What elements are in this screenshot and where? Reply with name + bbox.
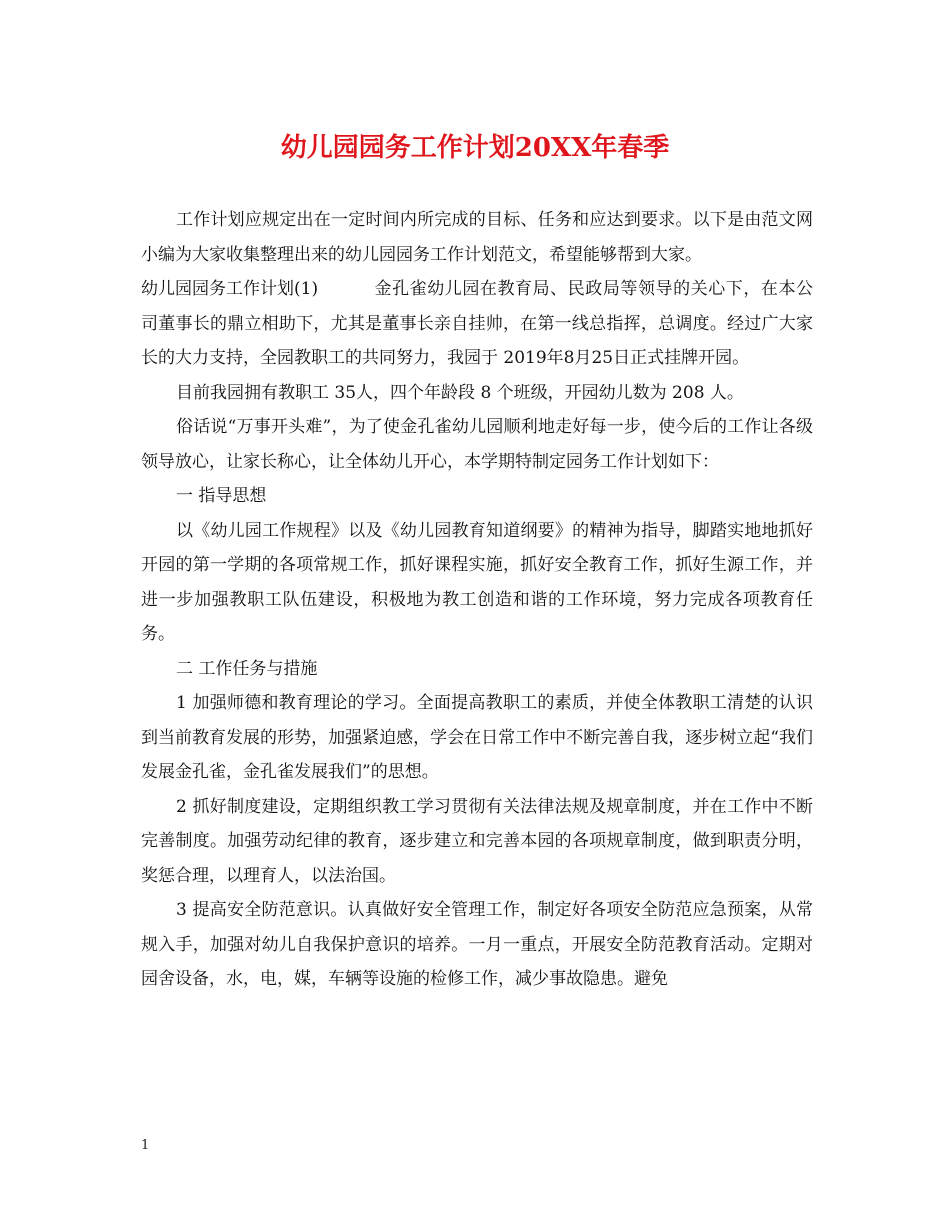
section-two-heading: 二 工作任务与措施: [176, 658, 318, 679]
task-item-1: 1 加强师德和教育理论的学习。全面提高教职工的素质，并使全体教职工清楚的认识到当前教育发展的形势，加强紧迫感，学会在日常工作中不断完善自我，逐步树立起“我们发展金孔雀，金孔雀发展我们”的思想。: [141, 693, 813, 782]
page-number: 1: [141, 1138, 150, 1153]
intro-paragraph: 工作计划应规定出在一定时间内所完成的目标、任务和应达到要求。以下是由范文网小编为大家收集整理出来的幼儿园园务工作计划范文，希望能够帮到大家。: [141, 210, 813, 265]
task-item-3: 3 提高安全防范意识。认真做好安全管理工作，制定好各项安全防范应急预案，从常规入手，加强对幼儿自我保护意识的培养。一月一重点，开展安全防范教育活动。定期对园舍设备，水，电，媒，车辆等设施的检修工作，减少事故隐患。避免: [141, 900, 813, 989]
plan-heading: 幼儿园园务工作计划(1): [141, 279, 319, 299]
document-title: 幼儿园园务工作计划20XX年春季: [280, 133, 670, 163]
plan-paragraph: [141, 272, 813, 376]
section-one-text: 以《幼儿园工作规程》以及《幼儿园教育知道纲要》的精神为指导，脚踏实地地抓好开园的第一学期的各项常规工作，抓好课程实施，抓好安全教育工作，抓好生源工作，并进一步加强教职工队伍建设，积极地为教工创造和谐的工作环境，努力完成各项教育任务。: [141, 520, 813, 644]
plan-first-paragraph: 金孔雀幼儿园在教育局、民政局等领导的关心下，在本公司董事长的鼎立相助下，尤其是董事长亲自挂帅，在第一线总指挥，总调度。经过广大家长的大力支持，全园教职工的共同努力，我园于 2019年8月25日正式挂牌开园。: [141, 279, 813, 368]
document-body: [141, 203, 813, 997]
staff-paragraph: 目前我园拥有教职工 35人，四个年龄段 8 个班级，开园幼儿数为 208 人。: [176, 382, 744, 403]
task-item-2: 2 抓好制度建设，定期组织教工学习贯彻有关法律法规及规章制度，并在工作中不断完善制度。加强劳动纪律的教育，逐步建立和完善本园的各项规章制度，做到职责分明，奖惩合理，以理育人，以法治国。: [141, 796, 813, 886]
saying-paragraph: 俗话说“万事开头难”，为了使金孔雀幼儿园顺利地走好每一步，使今后的工作让各级领导放心，让家长称心，让全体幼儿开心，本学期特制定园务工作计划如下：: [141, 417, 813, 472]
section-one-heading: 一 指导思想: [176, 486, 267, 506]
